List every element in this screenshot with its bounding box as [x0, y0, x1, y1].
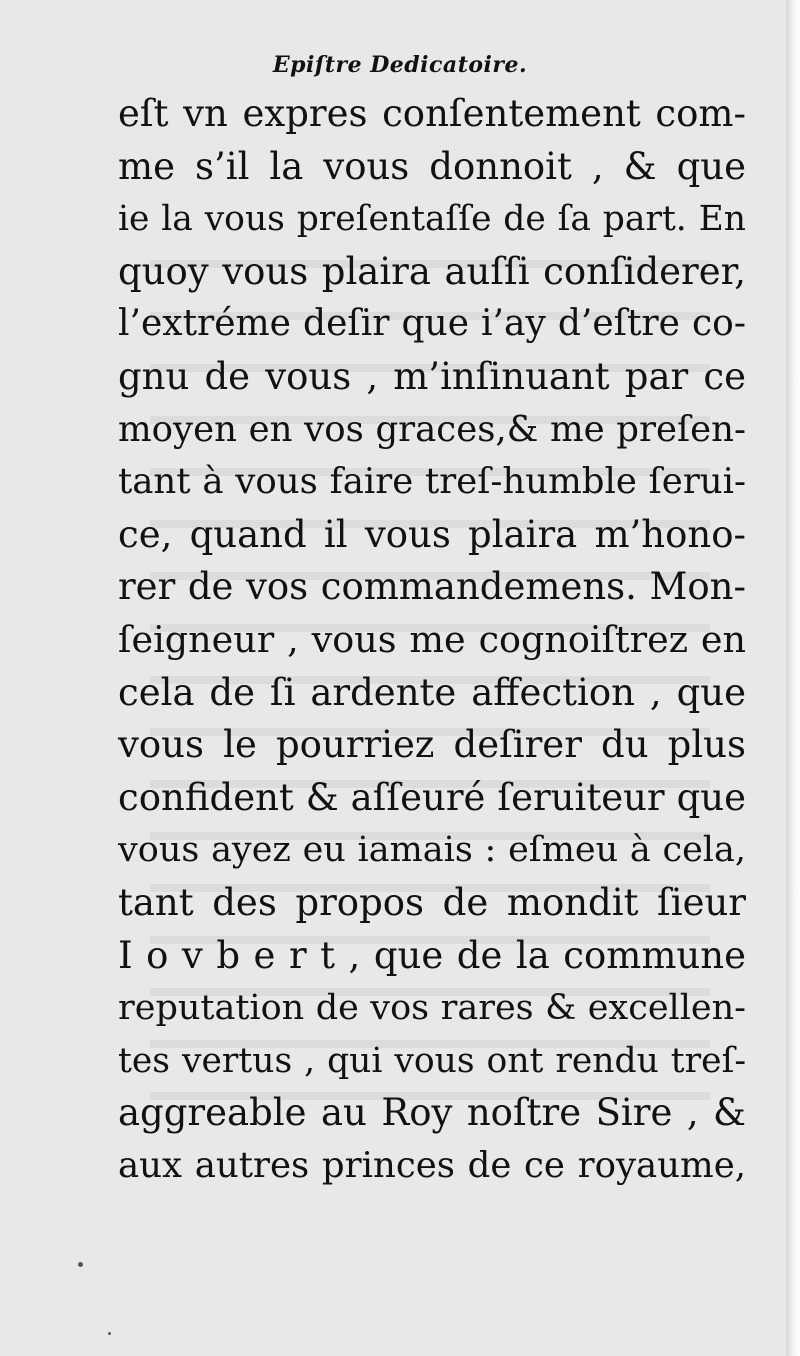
text-line: rer de vos commandemens. Mon-	[118, 565, 746, 609]
ink-speck	[108, 1332, 111, 1335]
text-line: gnu de vous , m’inſinuant par ce	[118, 354, 746, 398]
text-line: tant à vous faire treſ-humble ſerui-	[118, 461, 746, 503]
text-line: aggreable au Roy noſtre Sire , &	[118, 1091, 746, 1135]
text-line: confident & aſſeuré ſeruiteur que	[118, 775, 746, 819]
text-line: eſt vn expres conſentement com-	[118, 92, 746, 135]
text-line: tant des propos de mondit ſieur	[118, 880, 746, 924]
running-header: Epiſtre Dedicatoire.	[272, 52, 528, 78]
text-line: me s’il la vous donnoit , & que	[118, 144, 746, 188]
text-line: I o v b e r t , que de la commune	[118, 933, 746, 977]
text-line: quoy vous plaira auſſi conſiderer,	[118, 249, 746, 293]
text-line: reputation de vos rares & excellen-	[118, 988, 746, 1029]
text-line: tes vertus , qui vous ont rendu treſ-	[118, 1040, 746, 1081]
text-line: vous le pourriez deſirer du plus	[118, 723, 746, 767]
text-line: moyen en vos graces,& me preſen-	[118, 408, 746, 450]
text-line: ce, quand il vous plaira m’hono-	[118, 512, 746, 556]
text-line: aux autres princes de ce royaume,	[118, 1144, 746, 1186]
text-line: ſeigneur , vous me cognoiſtrez en	[118, 617, 746, 661]
text-line: ie la vous preſentaſſe de ſa part. En	[118, 199, 746, 240]
text-line: cela de ſi ardente affection , que	[118, 670, 746, 714]
ink-speck	[78, 1262, 83, 1267]
body-text	[118, 88, 746, 1192]
text-line: vous ayez eu iamais : eſmeu à cela,	[118, 830, 746, 871]
page-edge	[786, 0, 800, 1356]
text-line: l’extréme deſir que i’ay d’eſtre co-	[118, 303, 746, 345]
